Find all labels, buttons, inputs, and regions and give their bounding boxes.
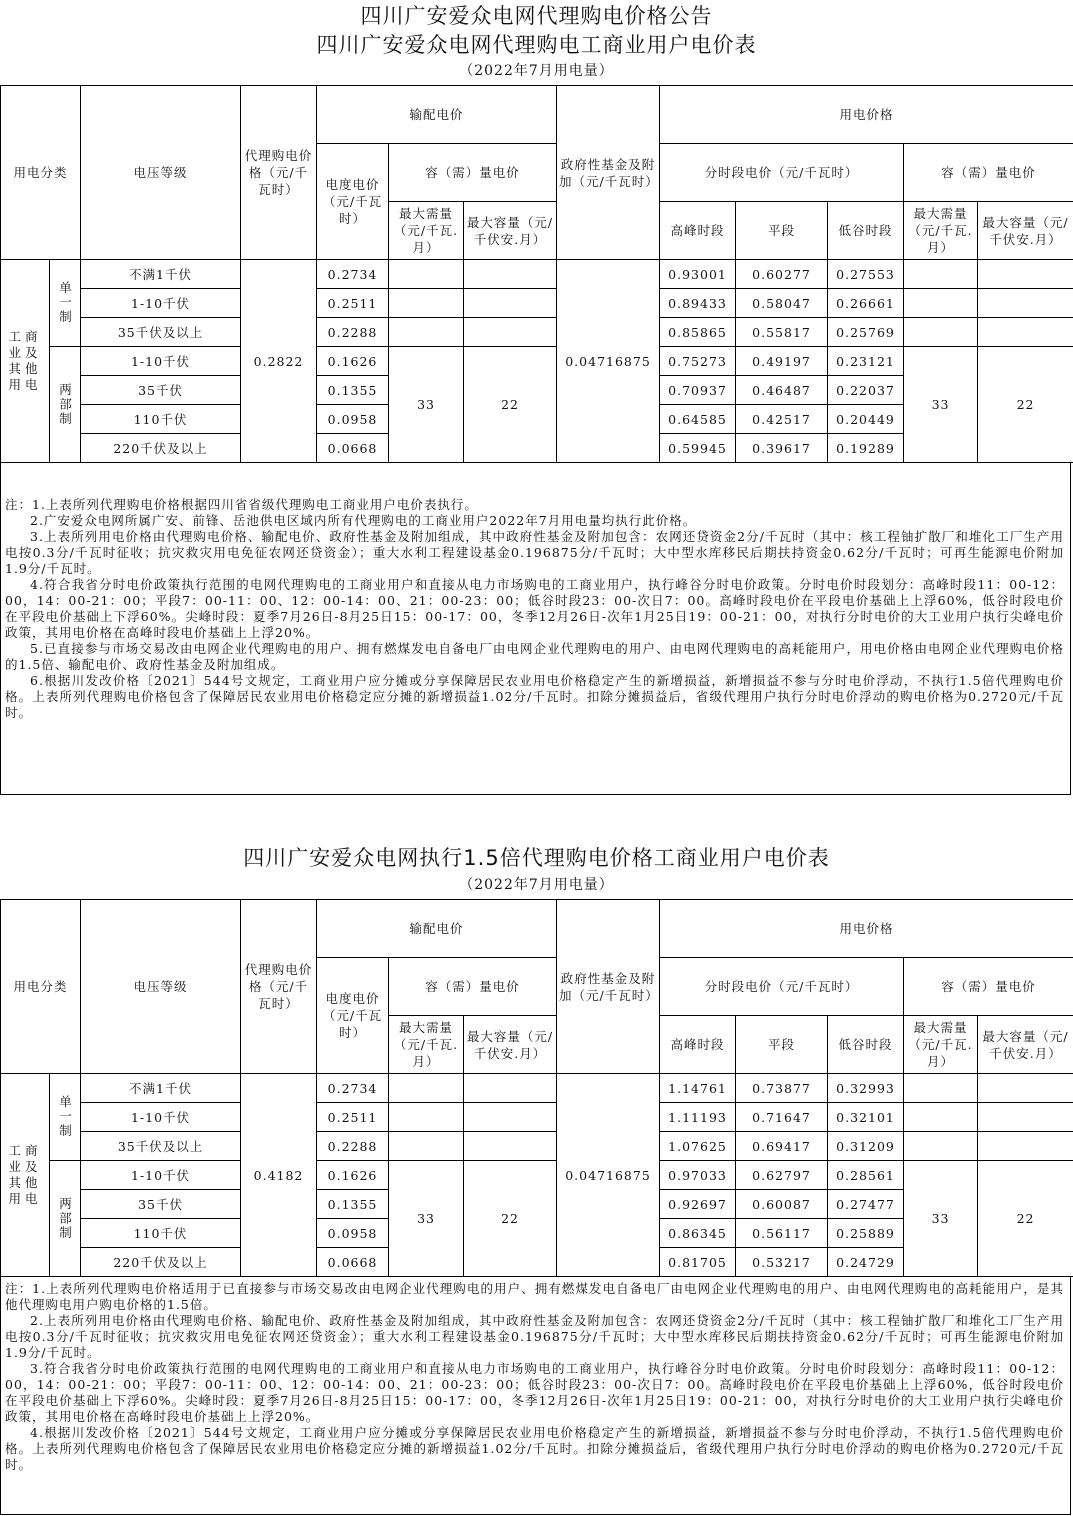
max-demand-cell-2: 33 <box>904 1161 978 1277</box>
header-energy-price: 电度电价（元/千瓦时） <box>317 958 389 1074</box>
flat-cell: 0.60277 <box>736 260 828 289</box>
energy-cell: 0.1626 <box>317 347 389 376</box>
header-capacity-price: 容（需）量电价 <box>389 958 557 1016</box>
energy-cell: 0.1355 <box>317 376 389 405</box>
flat-cell: 0.49197 <box>736 347 828 376</box>
category-single-label: 单一制 <box>57 281 73 325</box>
table-row <box>1 260 1073 289</box>
max-demand-cell-2 <box>904 1132 978 1161</box>
max-demand-cell <box>389 260 464 289</box>
max-capacity-cell-2: 22 <box>978 1161 1073 1277</box>
header-user-price: 用电价格 <box>660 900 1073 958</box>
max-capacity-cell <box>464 1074 557 1103</box>
header-max-demand-2: 最大需量（元/千瓦.月） <box>904 1016 978 1074</box>
header-peak: 高峰时段 <box>660 202 736 260</box>
voltage-cell: 110千伏 <box>81 405 241 434</box>
table1-notes <box>0 462 1071 795</box>
valley-cell: 0.32101 <box>828 1103 904 1132</box>
note-item: 4.根据川发改价格〔2021〕544号文规定，工商业用户应分摊或分享保障居民农业用电价格稳定产生的新增损益，新增损益不参与分时电价浮动，不执行1.5倍代理购电价格。上表所列代理购电价格包含了保障居民农业用电价格稳定应分摊的新增损益1.02分/千瓦时。扣除分摊损益后，省级代理用户执行分时电价浮动的购电价格为0.2720元/千瓦时。 <box>5 1425 1064 1472</box>
table-row <box>1 347 1073 376</box>
header-max-demand: 最大需量（元/千瓦.月） <box>389 202 464 260</box>
voltage-cell: 1-10千伏 <box>81 347 241 376</box>
header-flat: 平段 <box>736 202 828 260</box>
peak-cell: 0.93001 <box>660 260 736 289</box>
category-single <box>50 260 81 347</box>
header-voltage: 电压等级 <box>81 86 241 260</box>
energy-cell: 0.1355 <box>317 1190 389 1219</box>
header-energy-price: 电度电价（元/千瓦时） <box>317 144 389 260</box>
peak-cell: 1.07625 <box>660 1132 736 1161</box>
max-demand-cell-2 <box>904 1074 978 1103</box>
voltage-cell: 1-10千伏 <box>81 1103 241 1132</box>
voltage-cell: 35千伏 <box>81 1190 241 1219</box>
max-demand-cell-2: 33 <box>904 347 978 463</box>
max-capacity-cell-2 <box>978 260 1073 289</box>
energy-cell: 0.1626 <box>317 1161 389 1190</box>
category-two-part-label: 两部制 <box>57 1196 73 1241</box>
table1-title: 四川广安爱众电网代理购电工商业用户电价表 <box>316 33 757 57</box>
flat-cell: 0.73877 <box>736 1074 828 1103</box>
energy-cell: 0.2511 <box>317 1103 389 1132</box>
valley-cell: 0.24729 <box>828 1248 904 1277</box>
table1-period: （2022年7月用电量） <box>459 63 614 79</box>
category-main <box>1 260 50 463</box>
valley-cell: 0.27477 <box>828 1190 904 1219</box>
max-demand-cell-2 <box>904 1103 978 1132</box>
category-single-label: 单一制 <box>57 1095 73 1139</box>
flat-cell: 0.56117 <box>736 1219 828 1248</box>
valley-cell: 0.22037 <box>828 376 904 405</box>
category-two-part-label: 两部制 <box>57 382 73 427</box>
table-row <box>1 1103 1073 1132</box>
energy-cell: 0.2734 <box>317 1074 389 1103</box>
category-two-part <box>50 1161 81 1277</box>
voltage-cell: 不满1千伏 <box>81 260 241 289</box>
header-max-demand: 最大需量（元/千瓦.月） <box>389 1016 464 1074</box>
peak-cell: 0.92697 <box>660 1190 736 1219</box>
table-row <box>1 318 1073 347</box>
table2-title: 四川广安爱众电网执行1.5倍代理购电价格工商业用户电价表 <box>243 846 830 870</box>
flat-cell: 0.53217 <box>736 1248 828 1277</box>
max-demand-cell: 33 <box>389 347 464 463</box>
max-capacity-cell-2 <box>978 1074 1073 1103</box>
note-item: 注：1.上表所列代理购电价格根据四川省省级代理购电工商业用户电价表执行。 <box>5 497 478 512</box>
valley-cell: 0.25889 <box>828 1219 904 1248</box>
flat-cell: 0.69417 <box>736 1132 828 1161</box>
header-tou-price: 分时段电价（元/千瓦时） <box>660 958 904 1016</box>
max-capacity-cell: 22 <box>464 347 557 463</box>
header-valley: 低谷时段 <box>828 1016 904 1074</box>
header-category: 用电分类 <box>1 900 81 1074</box>
voltage-cell: 220千伏及以上 <box>81 434 241 463</box>
header-max-demand-2: 最大需量（元/千瓦.月） <box>904 202 978 260</box>
max-capacity-cell-2 <box>978 318 1073 347</box>
valley-cell: 0.20449 <box>828 405 904 434</box>
category-main <box>1 1074 50 1277</box>
max-demand-cell-2 <box>904 318 978 347</box>
voltage-cell: 220千伏及以上 <box>81 1248 241 1277</box>
max-demand-cell <box>389 289 464 318</box>
table-row <box>1 289 1073 318</box>
announcement-title: 四川广安爱众电网代理购电价格公告 <box>360 4 713 28</box>
table-row <box>1 1074 1073 1103</box>
category-main-label: 工商业及其他用电 <box>8 329 42 392</box>
max-capacity-cell <box>464 1132 557 1161</box>
valley-cell: 0.32993 <box>828 1074 904 1103</box>
header-valley: 低谷时段 <box>828 202 904 260</box>
valley-cell: 0.28561 <box>828 1161 904 1190</box>
max-demand-cell <box>389 1103 464 1132</box>
energy-cell: 0.0958 <box>317 1219 389 1248</box>
flat-cell: 0.46487 <box>736 376 828 405</box>
category-main-label: 工商业及其他用电 <box>8 1143 42 1206</box>
valley-cell: 0.23121 <box>828 347 904 376</box>
price-table-1 <box>0 85 1073 463</box>
max-capacity-cell <box>464 1103 557 1132</box>
energy-cell: 0.0668 <box>317 1248 389 1277</box>
gov-fund-cell: 0.04716875 <box>557 260 660 463</box>
voltage-cell: 35千伏 <box>81 376 241 405</box>
note-item: 4.符合我省分时电价政策执行范围的电网代理购电的工商业用户和直接从电力市场购电的工商业用户，执行峰谷分时电价政策。分时电价时段划分：高峰时段11：00-12：00，14：00-21：00；平段7：00-11：00、12：00-14：00、21：00-23：00；低谷时段23：00-次日7：00。高峰时段电价在平段电价基础上上浮60%，低谷时段电价在平段电价基础上下浮60%。尖峰时段：夏季7月26日-8月25日15：00-17：00，冬季12月26日-次年1月25日19：00-21：00，对执行分时电价的大工业用户执行尖峰电价政策，其用电价格在高峰时段电价基础上上浮20%。 <box>5 577 1064 640</box>
valley-cell: 0.26661 <box>828 289 904 318</box>
max-capacity-cell-2: 22 <box>978 347 1073 463</box>
header-capacity-price-2: 容（需）量电价 <box>904 144 1073 202</box>
peak-cell: 0.70937 <box>660 376 736 405</box>
flat-cell: 0.62797 <box>736 1161 828 1190</box>
max-demand-cell <box>389 318 464 347</box>
max-demand-cell <box>389 1132 464 1161</box>
max-capacity-cell <box>464 260 557 289</box>
note-item: 5.已直接参与市场交易改由电网企业代理购电的用户、拥有燃煤发电自备电厂由电网企业代理购电的用户、由电网代理购电的高耗能用户，用电价格由电网企业代理购电价格的1.5倍、输配电价、政府性基金及附加组成。 <box>5 641 1064 672</box>
note-item: 注：1.上表所列代理购电价格适用于已直接参与市场交易改由电网企业代理购电的用户、拥有燃煤发电自备电厂由电网企业代理购电的用户、由电网代理购电的高耗能用户，是其他代理购电用户购电价格的1.5倍。 <box>5 1281 1064 1312</box>
max-demand-cell <box>389 1074 464 1103</box>
header-gov-fund: 政府性基金及附加（元/千瓦时） <box>557 86 660 260</box>
header-agency-price: 代理购电价格（元/千瓦时） <box>241 86 317 260</box>
max-capacity-cell <box>464 318 557 347</box>
flat-cell: 0.39617 <box>736 434 828 463</box>
table-row <box>1 1132 1073 1161</box>
peak-cell: 0.59945 <box>660 434 736 463</box>
agency-price-cell: 0.2822 <box>241 260 317 463</box>
flat-cell: 0.42517 <box>736 405 828 434</box>
flat-cell: 0.60087 <box>736 1190 828 1219</box>
max-demand-cell: 33 <box>389 1161 464 1277</box>
energy-cell: 0.0668 <box>317 434 389 463</box>
valley-cell: 0.31209 <box>828 1132 904 1161</box>
energy-cell: 0.0958 <box>317 405 389 434</box>
max-demand-cell-2 <box>904 289 978 318</box>
flat-cell: 0.71647 <box>736 1103 828 1132</box>
voltage-cell: 不满1千伏 <box>81 1074 241 1103</box>
category-single <box>50 1074 81 1161</box>
header-capacity-price: 容（需）量电价 <box>389 144 557 202</box>
peak-cell: 0.89433 <box>660 289 736 318</box>
table2-notes <box>0 1276 1071 1515</box>
max-capacity-cell-2 <box>978 1132 1073 1161</box>
note-item: 3.上表所列用电价格由代理购电价格、输配电价、政府性基金及附加组成，其中政府性基金及附加包含：农网还贷资金2分/千瓦时（其中：核工程铀扩散厂和堆化工厂生产用电按0.3分/千瓦时征收；抗灾救灾用电免征农网还贷资金）；重大水利工程建设基金0.196875分/千瓦时；大中型水库移民后期扶持资金0.62分/千瓦时；可再生能源电价附加1.9分/千瓦时。 <box>5 529 1064 576</box>
voltage-cell: 35千伏及以上 <box>81 318 241 347</box>
max-capacity-cell-2 <box>978 289 1073 318</box>
valley-cell: 0.25769 <box>828 318 904 347</box>
header-max-capacity-2: 最大容量（元/千伏安.月） <box>978 1016 1073 1074</box>
table-row <box>1 1161 1073 1190</box>
energy-cell: 0.2288 <box>317 318 389 347</box>
voltage-cell: 110千伏 <box>81 1219 241 1248</box>
header-category: 用电分类 <box>1 86 81 260</box>
agency-price-cell: 0.4182 <box>241 1074 317 1277</box>
header-peak: 高峰时段 <box>660 1016 736 1074</box>
category-two-part <box>50 347 81 463</box>
peak-cell: 0.64585 <box>660 405 736 434</box>
energy-cell: 0.2288 <box>317 1132 389 1161</box>
header-tou-price: 分时段电价（元/千瓦时） <box>660 144 904 202</box>
note-item: 2.上表所列用电价格由代理购电价格、输配电价、政府性基金及附加组成，其中政府性基金及附加包含：农网还贷资金2分/千瓦时（其中：核工程铀扩散厂和堆化工厂生产用电按0.3分/千瓦时征收；抗灾救灾用电免征农网还贷资金）；重大水利工程建设基金0.196875分/千瓦时；大中型水库移民后期扶持资金0.62分/千瓦时；可再生能源电价附加1.9分/千瓦时。 <box>5 1313 1064 1360</box>
header-max-capacity: 最大容量（元/千伏安.月） <box>464 1016 557 1074</box>
header-user-price: 用电价格 <box>660 86 1073 144</box>
note-item: 3.符合我省分时电价政策执行范围的电网代理购电的工商业用户和直接从电力市场购电的工商业用户，执行峰谷分时电价政策。分时电价时段划分：高峰时段11：00-12：00，14：00-21：00；平段7：00-11：00、12：00-14：00、21：00-23：00；低谷时段23：00-次日7：00。高峰时段电价在平段电价基础上上浮60%，低谷时段电价在平段电价基础上下浮60%。尖峰时段：夏季7月26日-8月25日15：00-17：00，冬季12月26日-次年1月25日19：00-21：00，对执行分时电价的大工业用户执行尖峰电价政策，其用电价格在高峰时段电价基础上上浮20%。 <box>5 1361 1064 1424</box>
voltage-cell: 1-10千伏 <box>81 289 241 318</box>
valley-cell: 0.27553 <box>828 260 904 289</box>
voltage-cell: 35千伏及以上 <box>81 1132 241 1161</box>
max-capacity-cell: 22 <box>464 1161 557 1277</box>
header-transmission: 输配电价 <box>317 86 557 144</box>
peak-cell: 0.97033 <box>660 1161 736 1190</box>
voltage-cell: 1-10千伏 <box>81 1161 241 1190</box>
price-table-2 <box>0 899 1073 1277</box>
header-max-capacity: 最大容量（元/千伏安.月） <box>464 202 557 260</box>
peak-cell: 0.85865 <box>660 318 736 347</box>
peak-cell: 1.14761 <box>660 1074 736 1103</box>
header-max-capacity-2: 最大容量（元/千伏安.月） <box>978 202 1073 260</box>
note-item: 6.根据川发改价格〔2021〕544号文规定，工商业用户应分摊或分享保障居民农业用电价格稳定产生的新增损益，新增损益不参与分时电价浮动，不执行1.5倍代理购电价格。上表所列代理购电价格包含了保障居民农业用电价格稳定应分摊的新增损益1.02分/千瓦时。扣除分摊损益后，省级代理用户执行分时电价浮动的购电价格为0.2720元/千瓦时。 <box>5 673 1064 720</box>
header-flat: 平段 <box>736 1016 828 1074</box>
gov-fund-cell: 0.04716875 <box>557 1074 660 1277</box>
header-gov-fund: 政府性基金及附加（元/千瓦时） <box>557 900 660 1074</box>
energy-cell: 0.2511 <box>317 289 389 318</box>
flat-cell: 0.55817 <box>736 318 828 347</box>
peak-cell: 0.81705 <box>660 1248 736 1277</box>
energy-cell: 0.2734 <box>317 260 389 289</box>
valley-cell: 0.19289 <box>828 434 904 463</box>
flat-cell: 0.58047 <box>736 289 828 318</box>
header-agency-price: 代理购电价格（元/千瓦时） <box>241 900 317 1074</box>
max-capacity-cell <box>464 289 557 318</box>
peak-cell: 0.75273 <box>660 347 736 376</box>
max-capacity-cell-2 <box>978 1103 1073 1132</box>
note-item: 2.广安爱众电网所属广安、前锋、岳池供电区域内所有代理购电的工商业用户2022年7月用电量均执行此价格。 <box>30 513 697 528</box>
max-demand-cell-2 <box>904 260 978 289</box>
table2-period: （2022年7月用电量） <box>459 877 614 893</box>
peak-cell: 1.11193 <box>660 1103 736 1132</box>
peak-cell: 0.86345 <box>660 1219 736 1248</box>
header-voltage: 电压等级 <box>81 900 241 1074</box>
header-transmission: 输配电价 <box>317 900 557 958</box>
header-capacity-price-2: 容（需）量电价 <box>904 958 1073 1016</box>
